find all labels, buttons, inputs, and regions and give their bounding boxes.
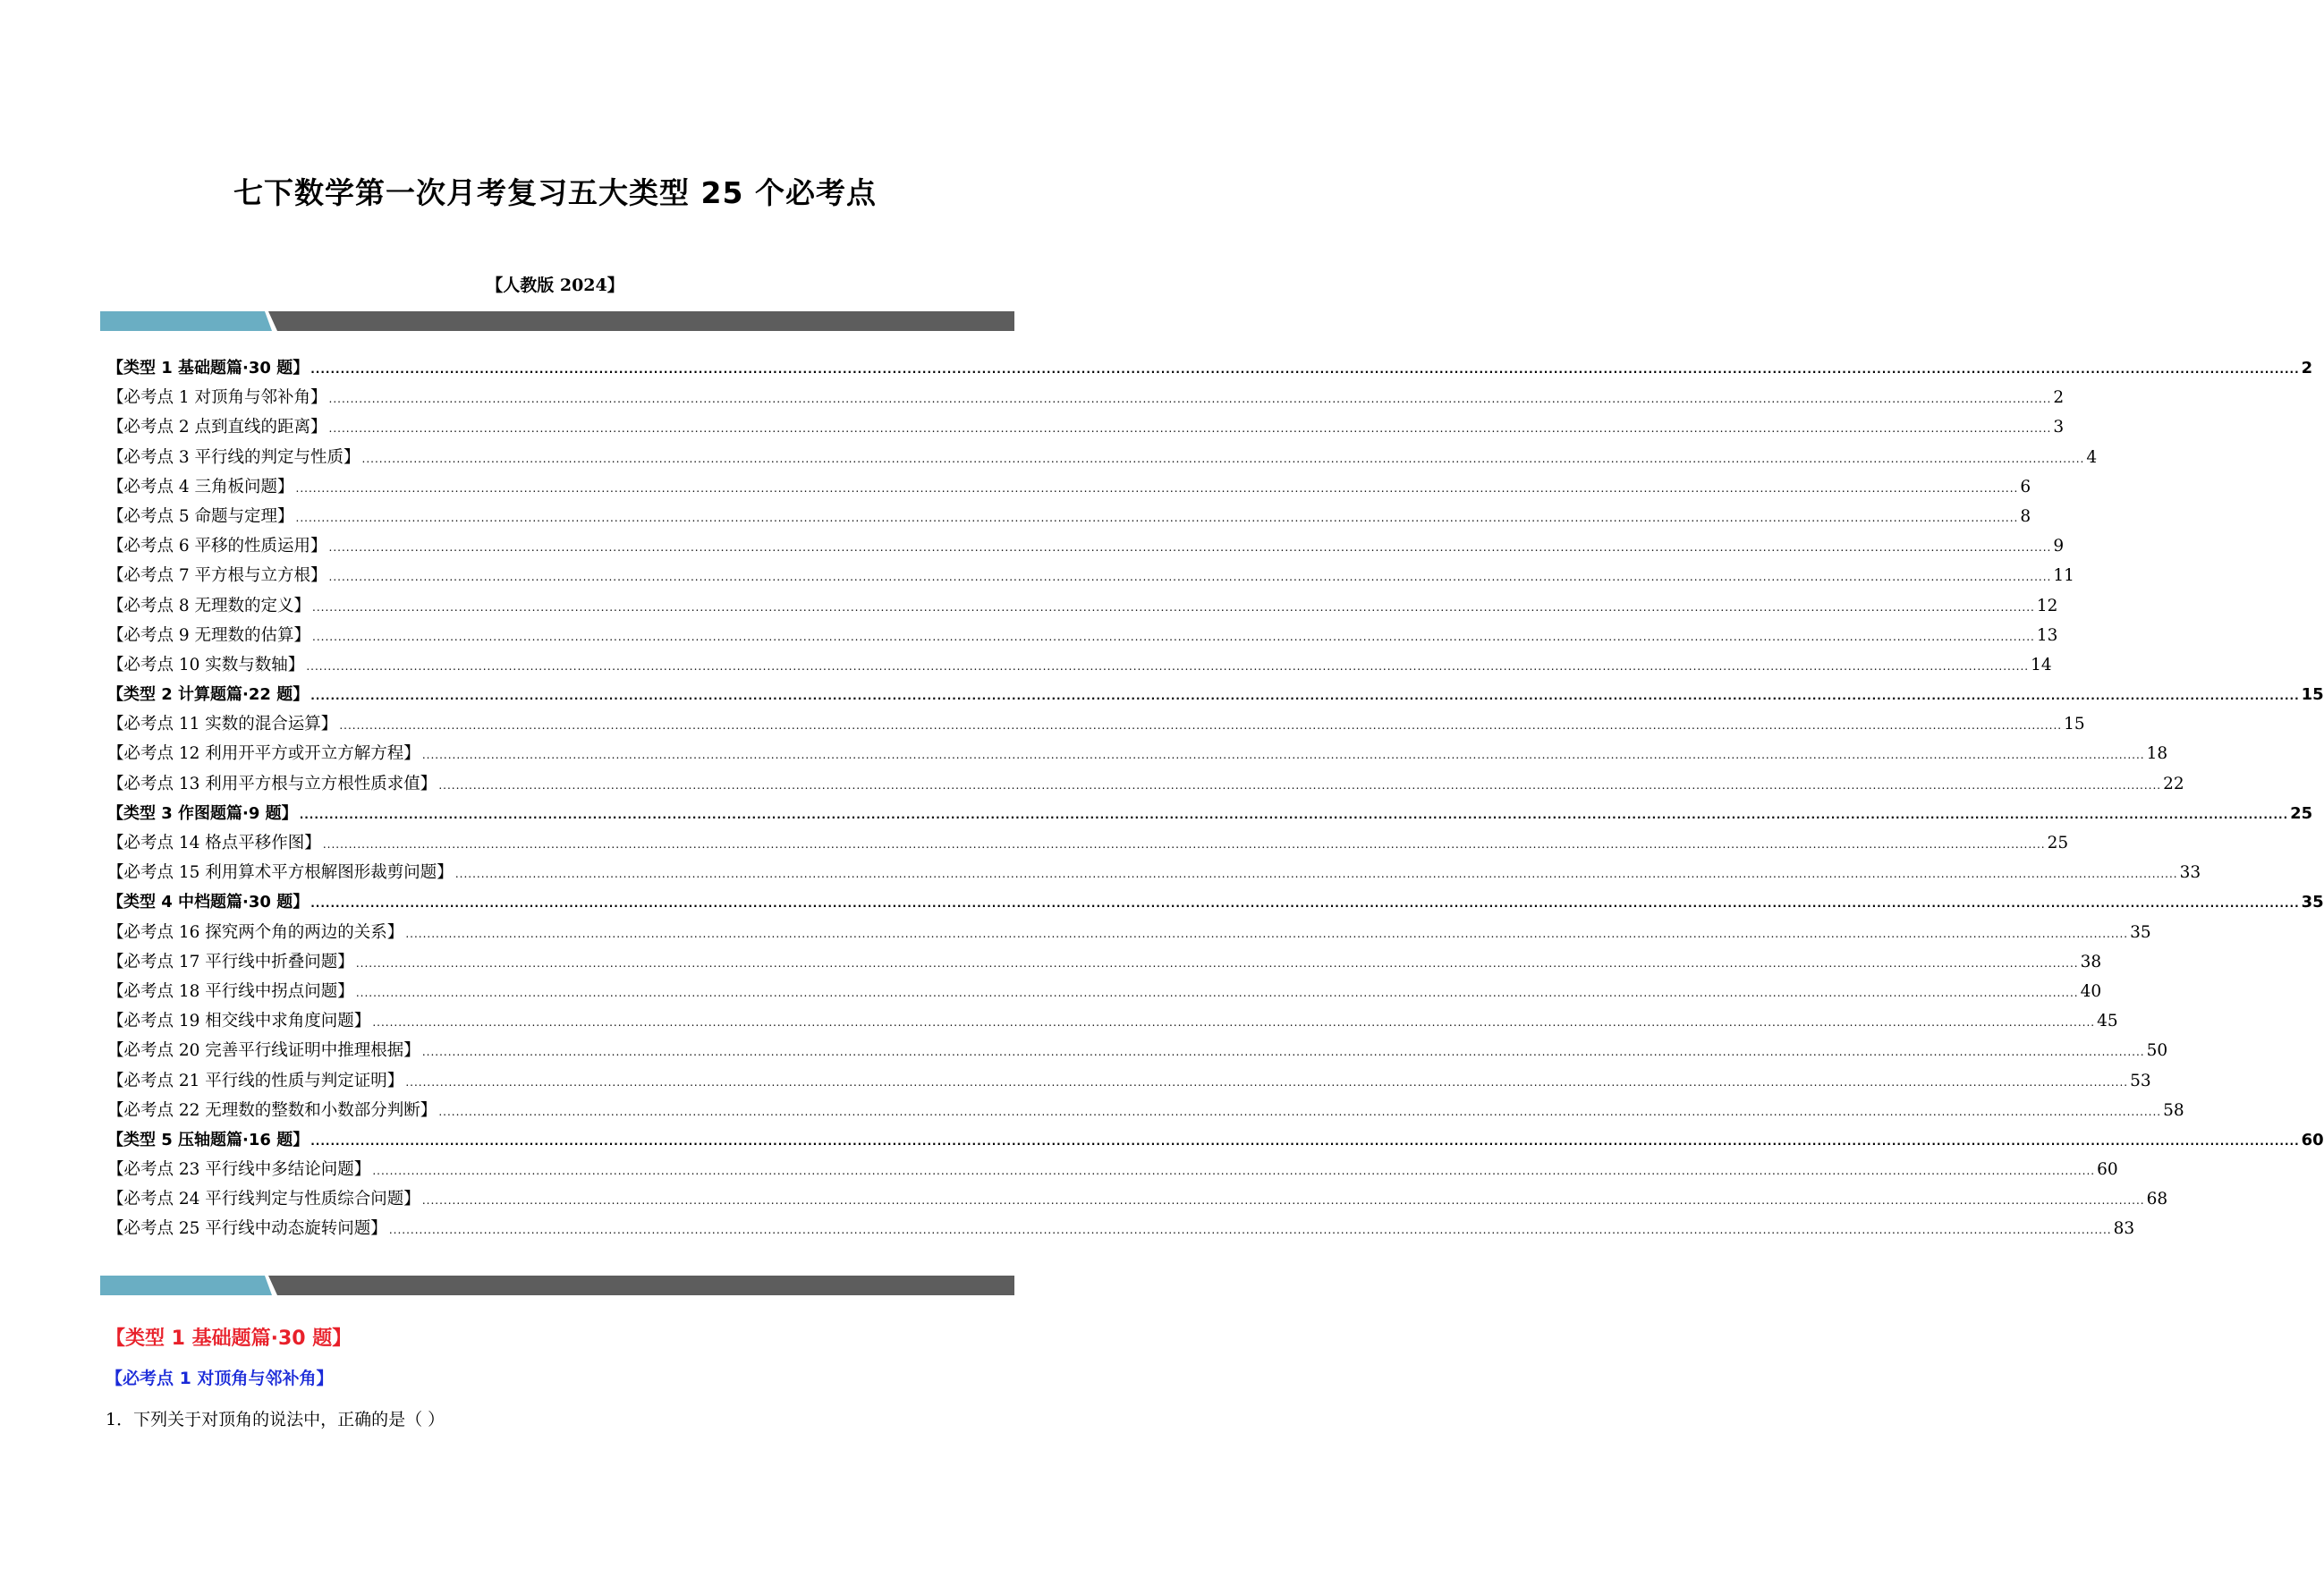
toc-page-number: 18 xyxy=(2146,744,2168,764)
toc-page-number: 15 xyxy=(2301,685,2324,705)
toc-entry-label: 【类型 4 中档题篇·30 题】 xyxy=(107,893,310,912)
toc-entry-label: 【必考点 7 平方根与立方根】 xyxy=(107,566,327,586)
divider-top xyxy=(100,311,1014,331)
toc-point-row[interactable] xyxy=(107,533,2065,563)
toc-page-number: 33 xyxy=(2179,863,2201,883)
toc-page-number: 83 xyxy=(2113,1219,2135,1239)
toc-leader-dots: ................................................................................................................................................................................................................................................................................................................................................................................................................ xyxy=(339,719,2063,733)
toc-leader-dots: ................................................................................................................................................................................................................................................................................................................................................................................................................ xyxy=(299,808,2289,821)
toc-point-row[interactable] xyxy=(107,414,2065,444)
toc-page-number: 3 xyxy=(2053,418,2065,437)
divider-bottom xyxy=(100,1276,1014,1295)
toc-leader-dots: ................................................................................................................................................................................................................................................................................................................................................................................................................ xyxy=(388,1224,2112,1237)
toc-page-number: 4 xyxy=(2086,447,2098,467)
toc-entry-label: 【必考点 16 探究两个角的两边的关系】 xyxy=(107,922,404,942)
toc-page-number: 11 xyxy=(2053,566,2074,586)
toc-page-number: 2 xyxy=(2053,388,2065,408)
toc-point-row[interactable] xyxy=(107,385,2065,414)
toc-category-row[interactable] xyxy=(107,801,2313,830)
toc-page-number: 60 xyxy=(2097,1160,2118,1180)
toc-point-row[interactable] xyxy=(107,563,2074,592)
toc-page-number: 25 xyxy=(2047,834,2069,852)
toc-point-row[interactable] xyxy=(107,1098,2184,1127)
toc-page-number: 12 xyxy=(2036,596,2058,615)
toc-point-row[interactable] xyxy=(107,1068,2151,1098)
toc-entry-label: 【必考点 21 平行线的性质与判定证明】 xyxy=(107,1071,404,1090)
toc-entry-label: 【必考点 1 对顶角与邻补角】 xyxy=(107,388,327,408)
toc-page-number: 40 xyxy=(2080,981,2102,1001)
toc-entry-label: 【必考点 14 格点平移作图】 xyxy=(107,834,321,852)
toc-entry-label: 【必考点 12 利用开平方或开立方解方程】 xyxy=(107,744,420,764)
toc-leader-dots: ................................................................................................................................................................................................................................................................................................................................................................................................................ xyxy=(306,659,2030,673)
toc-point-row[interactable] xyxy=(107,1157,2118,1186)
toc-point-row[interactable] xyxy=(107,593,2058,623)
toc-page-number: 58 xyxy=(2163,1100,2184,1120)
toc-entry-label: 【类型 2 计算题篇·22 题】 xyxy=(107,685,310,705)
toc-entry-label: 【必考点 10 实数与数轴】 xyxy=(107,655,305,674)
toc-leader-dots: ................................................................................................................................................................................................................................................................................................................................................................................................................ xyxy=(421,1194,2145,1208)
toc-entry-label: 【必考点 17 平行线中折叠问题】 xyxy=(107,952,354,971)
section-heading-point-1: 【必考点 1 对顶角与邻补角】 xyxy=(106,1369,334,1388)
toc-entry-label: 【必考点 8 无理数的定义】 xyxy=(107,596,311,615)
toc-page-number: 22 xyxy=(2163,774,2184,793)
toc-page-number: 9 xyxy=(2053,537,2065,556)
toc-entry-label: 【必考点 23 平行线中多结论问题】 xyxy=(107,1160,371,1180)
toc-leader-dots: ................................................................................................................................................................................................................................................................................................................................................................................................................ xyxy=(405,1075,2129,1089)
toc-entry-label: 【必考点 5 命题与定理】 xyxy=(107,506,294,526)
toc-point-row[interactable] xyxy=(107,830,2069,860)
toc-page-number: 68 xyxy=(2146,1190,2168,1209)
toc-leader-dots: ................................................................................................................................................................................................................................................................................................................................................................................................................ xyxy=(310,1134,2300,1148)
toc-entry-label: 【必考点 9 无理数的估算】 xyxy=(107,625,311,645)
toc-page-number: 53 xyxy=(2130,1071,2151,1090)
toc-entry-label: 【类型 5 压轴题篇·16 题】 xyxy=(107,1130,310,1149)
document-title: 七下数学第一次月考复习五大类型 25 个必考点 xyxy=(233,175,877,210)
toc-leader-dots: ................................................................................................................................................................................................................................................................................................................................................................................................................ xyxy=(312,630,2035,643)
toc-page-number: 15 xyxy=(2064,715,2085,734)
toc-entry-label: 【必考点 6 平移的性质运用】 xyxy=(107,537,327,556)
toc-page-number: 45 xyxy=(2097,1012,2118,1031)
toc-leader-dots: ................................................................................................................................................................................................................................................................................................................................................................................................................ xyxy=(372,1016,2096,1030)
toc-category-row[interactable] xyxy=(107,1127,2324,1157)
toc-page-number: 35 xyxy=(2301,893,2324,912)
toc-point-row[interactable] xyxy=(107,652,2052,682)
toc-point-row[interactable] xyxy=(107,1008,2118,1038)
toc-entry-label: 【必考点 4 三角板问题】 xyxy=(107,477,294,496)
toc-entry-label: 【必考点 11 实数的混合运算】 xyxy=(107,715,338,734)
toc-point-row[interactable] xyxy=(107,1038,2168,1067)
toc-leader-dots: ................................................................................................................................................................................................................................................................................................................................................................................................................ xyxy=(328,393,2052,406)
toc-leader-dots: ................................................................................................................................................................................................................................................................................................................................................................................................................ xyxy=(328,571,2052,584)
toc-entry-label: 【必考点 15 利用算术平方根解图形裁剪问题】 xyxy=(107,863,454,883)
toc-page-number: 38 xyxy=(2080,952,2102,971)
toc-leader-dots: ................................................................................................................................................................................................................................................................................................................................................................................................................ xyxy=(310,690,2300,703)
toc-page-number: 13 xyxy=(2036,625,2058,645)
toc-leader-dots: ................................................................................................................................................................................................................................................................................................................................................................................................................ xyxy=(312,600,2035,614)
toc-entry-label: 【必考点 13 利用平方根与立方根性质求值】 xyxy=(107,774,437,793)
toc-point-row[interactable] xyxy=(107,1216,2135,1245)
toc-leader-dots: ................................................................................................................................................................................................................................................................................................................................................................................................................ xyxy=(405,927,2129,940)
toc-point-row[interactable] xyxy=(107,920,2151,949)
toc-entry-label: 【类型 3 作图题篇·9 题】 xyxy=(107,803,298,823)
toc-entry-label: 【必考点 3 平行线的判定与性质】 xyxy=(107,447,360,467)
table-of-contents xyxy=(107,355,2324,1246)
toc-leader-dots: ................................................................................................................................................................................................................................................................................................................................................................................................................ xyxy=(361,452,2085,465)
toc-leader-dots: ................................................................................................................................................................................................................................................................................................................................................................................................................ xyxy=(454,868,2178,881)
toc-point-row[interactable] xyxy=(107,741,2168,770)
toc-page-number: 35 xyxy=(2130,922,2151,942)
toc-entry-label: 【必考点 22 无理数的整数和小数部分判断】 xyxy=(107,1100,437,1120)
toc-leader-dots: ................................................................................................................................................................................................................................................................................................................................................................................................................ xyxy=(328,541,2052,555)
toc-entry-label: 【类型 1 基础题篇·30 题】 xyxy=(107,359,310,377)
toc-leader-dots: ................................................................................................................................................................................................................................................................................................................................................................................................................ xyxy=(438,1105,2162,1118)
section-heading-type-1: 【类型 1 基础题篇·30 题】 xyxy=(106,1327,352,1350)
toc-page-number: 60 xyxy=(2301,1130,2324,1149)
toc-page-number: 25 xyxy=(2290,803,2313,823)
toc-entry-label: 【必考点 20 完善平行线证明中推理根据】 xyxy=(107,1041,420,1061)
toc-leader-dots: ................................................................................................................................................................................................................................................................................................................................................................................................................ xyxy=(421,1046,2145,1059)
toc-point-row[interactable] xyxy=(107,949,2102,979)
toc-leader-dots: ................................................................................................................................................................................................................................................................................................................................................................................................................ xyxy=(322,838,2046,851)
toc-category-row[interactable] xyxy=(107,889,2324,919)
toc-category-row[interactable] xyxy=(107,682,2324,711)
toc-page-number: 2 xyxy=(2301,359,2313,377)
toc-entry-label: 【必考点 19 相交线中求角度问题】 xyxy=(107,1012,371,1031)
toc-leader-dots: ................................................................................................................................................................................................................................................................................................................................................................................................................ xyxy=(421,749,2145,762)
toc-point-row[interactable] xyxy=(107,474,2031,504)
edition-label: 【人教版 2024】 xyxy=(486,276,624,295)
toc-point-row[interactable] xyxy=(107,860,2201,889)
toc-page-number: 50 xyxy=(2146,1041,2168,1061)
toc-entry-label: 【必考点 2 点到直线的距离】 xyxy=(107,418,327,437)
toc-entry-label: 【必考点 24 平行线判定与性质综合问题】 xyxy=(107,1190,420,1209)
toc-page-number: 6 xyxy=(2020,477,2031,496)
toc-point-row[interactable] xyxy=(107,504,2031,533)
toc-leader-dots: ................................................................................................................................................................................................................................................................................................................................................................................................................ xyxy=(295,481,2019,495)
toc-leader-dots: ................................................................................................................................................................................................................................................................................................................................................................................................................ xyxy=(355,986,2079,999)
question-1: 1．下列关于对顶角的说法中，正确的是（ ） xyxy=(106,1410,445,1429)
toc-point-row[interactable] xyxy=(107,445,2098,474)
toc-point-row[interactable] xyxy=(107,711,2085,741)
toc-leader-dots: ................................................................................................................................................................................................................................................................................................................................................................................................................ xyxy=(310,363,2300,376)
toc-leader-dots: ................................................................................................................................................................................................................................................................................................................................................................................................................ xyxy=(438,778,2162,792)
toc-point-row[interactable] xyxy=(107,623,2058,652)
toc-leader-dots: ................................................................................................................................................................................................................................................................................................................................................................................................................ xyxy=(295,511,2019,524)
toc-leader-dots: ................................................................................................................................................................................................................................................................................................................................................................................................................ xyxy=(328,422,2052,436)
toc-point-row[interactable] xyxy=(107,771,2184,801)
toc-entry-label: 【必考点 18 平行线中拐点问题】 xyxy=(107,981,354,1001)
toc-leader-dots: ................................................................................................................................................................................................................................................................................................................................................................................................................ xyxy=(372,1165,2096,1178)
toc-category-row[interactable] xyxy=(107,355,2313,385)
toc-page-number: 8 xyxy=(2020,506,2031,526)
toc-page-number: 14 xyxy=(2031,655,2052,674)
toc-entry-label: 【必考点 25 平行线中动态旋转问题】 xyxy=(107,1219,387,1239)
toc-leader-dots: ................................................................................................................................................................................................................................................................................................................................................................................................................ xyxy=(310,897,2300,911)
toc-point-row[interactable] xyxy=(107,1186,2168,1216)
toc-point-row[interactable] xyxy=(107,979,2102,1008)
toc-leader-dots: ................................................................................................................................................................................................................................................................................................................................................................................................................ xyxy=(355,956,2079,970)
